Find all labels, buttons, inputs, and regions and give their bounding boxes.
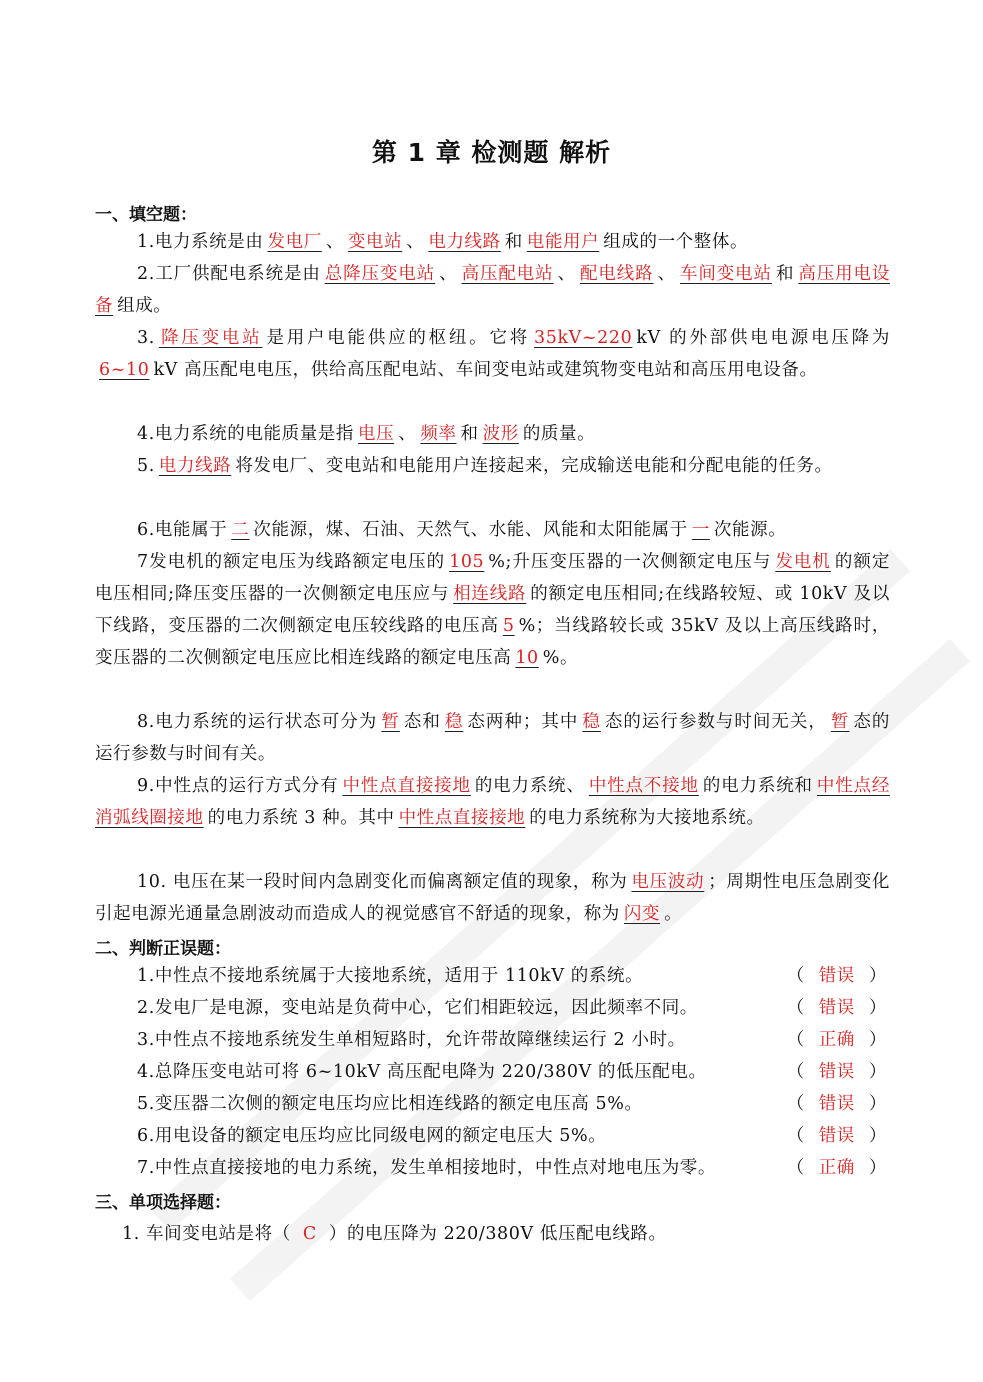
answer: 10 <box>515 648 539 668</box>
answer: 中性点直接接地 <box>398 808 526 828</box>
answer: 发电厂 <box>267 232 322 252</box>
answer: 中性点经消弧线圈接地 <box>95 776 890 828</box>
judge-answer: 错误 <box>818 1126 855 1146</box>
section-judge-heading: 二、判断正误题： <box>95 939 231 959</box>
answer: 波形 <box>482 424 519 444</box>
answer: 闪变 <box>623 904 661 924</box>
answer: 配电线路 <box>579 264 654 284</box>
answer: 稳 <box>444 712 464 732</box>
answer: 暂 <box>830 712 850 732</box>
judge-answer: 错误 <box>818 998 855 1018</box>
page-title: 第 1 章 检测题 解析 <box>371 138 612 167</box>
answer: 车间变电站 <box>679 264 772 284</box>
fill-question-2: 2.工厂供配电系统是由 总降压变电站 、 高压配电站 、 配电线路 、 车间变电站 和 高压用电设备 组成。 <box>95 264 891 316</box>
answer: 电能用户 <box>526 232 600 252</box>
judge-row: 6.用电设备的额定电压均应比同级电网的额定电压大 5%。 （ 错误 ） <box>137 1126 887 1146</box>
choice-answer: C <box>302 1224 317 1244</box>
section-fill-heading: 一、填空题： <box>95 205 197 225</box>
judge-answer: 正确 <box>818 1030 855 1050</box>
answer: 一 <box>691 520 710 540</box>
answer: 高压用电设备 <box>95 264 891 316</box>
fill-question-9: 9.中性点的运行方式分有 中性点直接接地 的电力系统、 中性点不接地 的电力系统和 中性点经消弧线圈接地 的电力系统 3 种。其中 中性点直接接地 的电力系统称为大接地系统。 <box>95 776 890 828</box>
judge-row: 5.变压器二次侧的额定电压均应比相连线路的额定电压高 5%。 （ 错误 ） <box>137 1094 887 1114</box>
answer: 电力线路 <box>428 232 501 252</box>
judge-answer: 错误 <box>818 1094 855 1114</box>
answer: 发电机 <box>775 552 831 572</box>
judge-answer: 错误 <box>818 966 855 986</box>
fill-question-7: 7发电机的额定电压为线路额定电压的 105 %;升压变压器的一次侧额定电压与 发电机 的额定电压相同;降压变压器的一次侧额定电压应与 相连线路 的额定电压相同;在线路较短、或 10kV 及以下线路，变压器的二次侧额定电压较线路的电压高 5 %；当线路较长或 35kV 及以上高压线路时，变压器的二次侧额定电压应比相连线路的额定电压高 10 %。 <box>95 552 890 668</box>
judge-row: 7.中性点直接接地的电力系统，发生单相接地时，中性点对地电压为零。 （ 正确 ） <box>137 1158 887 1178</box>
answer: 二 <box>231 520 250 540</box>
answer: 电压波动 <box>631 872 705 892</box>
fill-question-1: 1.电力系统是由 发电厂 、 变电站 、 电力线路 和 电能用户 组成的一个整体。 <box>137 232 749 252</box>
section-choice-heading: 三、单项选择题： <box>95 1193 231 1213</box>
answer: 中性点不接地 <box>588 776 699 796</box>
answer: 电压 <box>358 424 395 444</box>
answer: 暂 <box>381 712 400 732</box>
fill-question-6: 6.电能属于 二 次能源，煤、石油、天然气、水能、风能和太阳能属于 一 次能源。 <box>137 520 787 540</box>
answer: 高压配电站 <box>461 264 554 284</box>
fill-question-4: 4.电力系统的电能质量是指 电压 、 频率 和 波形 的质量。 <box>137 424 596 444</box>
answer: 电力线路 <box>158 456 232 476</box>
judge-row: 1.中性点不接地系统属于大接地系统，适用于 110kV 的系统。 （ 错误 ） <box>137 966 887 986</box>
judge-answer: 正确 <box>818 1158 855 1178</box>
fill-question-5: 5. 电力线路 将发电厂、变电站和电能用户连接起来，完成输送电能和分配电能的任务。 <box>137 456 833 476</box>
answer: 6~10 <box>99 360 150 380</box>
answer: 相连线路 <box>453 584 527 604</box>
fill-question-8: 8.电力系统的运行状态可分为 暂 态和 稳 态两种；其中 稳 态的运行参数与时间无关， 暂 态的运行参数与时间有关。 <box>95 712 891 764</box>
answer: 频率 <box>420 424 457 444</box>
judge-answer: 错误 <box>818 1062 855 1082</box>
answer: 5 <box>502 616 515 636</box>
answer: 中性点直接接地 <box>342 776 471 796</box>
answer: 35kV~220 <box>534 328 633 348</box>
choice-question-1: 1. 车间变电站是将（ C ）的电压降为 220/380V 低压配电线路。 <box>122 1224 667 1244</box>
judge-row: 2.发电厂是电源，变电站是负荷中心，它们相距较远，因此频率不同。 （ 错误 ） <box>137 998 887 1018</box>
fill-question-3: 3. 降压变电站 是用户电能供应的枢纽。它将 35kV~220 kV 的外部供电电源电压降为6~10 kV 高压配电电压，供给高压配电站、车间变电站或建筑物变电站和高压用电设备。 <box>95 322 890 386</box>
answer: 105 <box>449 552 485 572</box>
fill-question-10: 10. 电压在某一段时间内急剧变化而偏离额定值的现象，称为 电压波动 ；周期性电压急剧变化引起电源光通量急剧波动而造成人的视觉感官不舒适的现象，称为 闪变 。 <box>95 872 891 924</box>
answer: 稳 <box>582 712 601 732</box>
answer: 总降压变电站 <box>324 264 436 284</box>
judge-row: 3.中性点不接地系统发生单相短路时，允许带故障继续运行 2 小时。 （ 正确 ） <box>137 1030 887 1050</box>
answer: 变电站 <box>347 232 403 252</box>
answer: 降压变电站 <box>158 328 263 348</box>
judge-row: 4.总降压变电站可将 6~10kV 高压配电降为 220/380V 的低压配电。 （ 错误 ） <box>137 1062 887 1082</box>
